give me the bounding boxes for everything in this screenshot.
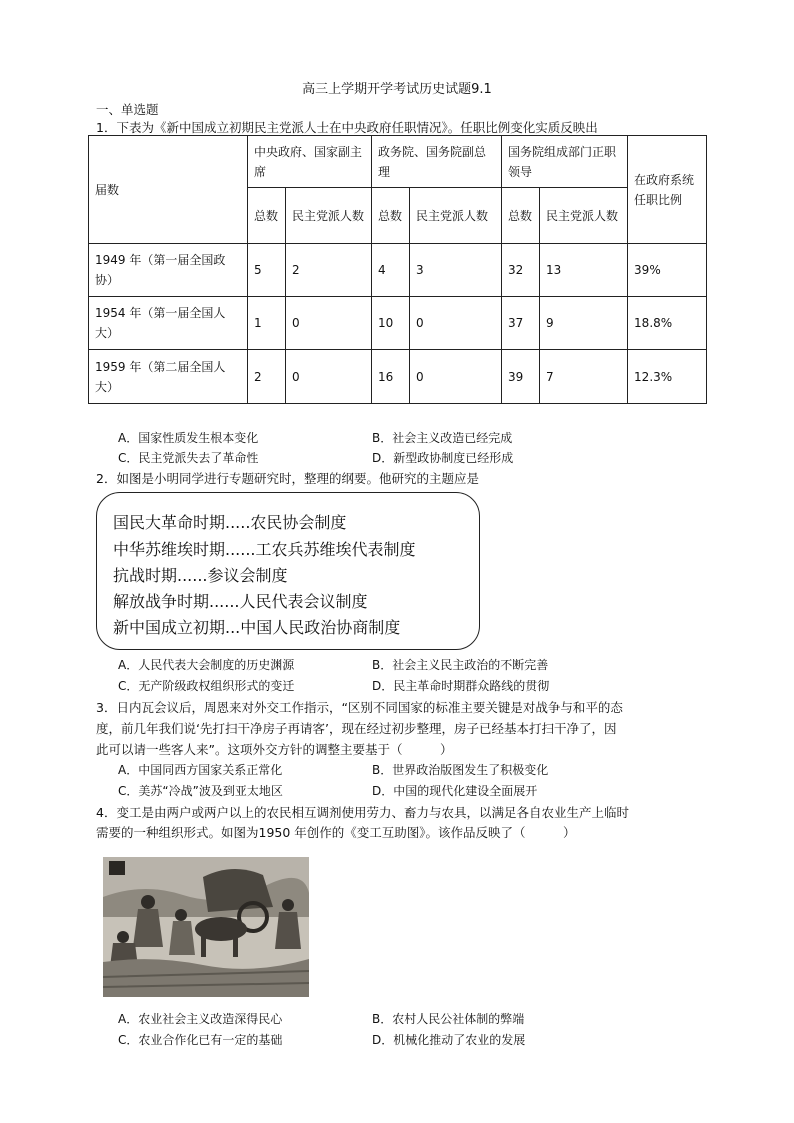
table-row	[89, 244, 707, 297]
table-header-group: 中央政府、国家副主席	[248, 136, 372, 188]
table-cell: 9	[540, 297, 628, 350]
q2-option-c[interactable]: C．无产阶级政权组织形式的变迁	[118, 679, 295, 693]
table-header-group: 国务院组成部门正职领导	[502, 136, 628, 188]
q1-option-b[interactable]: B．社会主义改造已经完成	[372, 431, 513, 445]
table-cell: 10	[372, 297, 410, 350]
table-cell: 1	[248, 297, 286, 350]
table-cell: 5	[248, 244, 286, 297]
table-cell: 7	[540, 350, 628, 404]
table-subheader: 总数	[248, 188, 286, 244]
q3-stem-line: 度，前几年我们说‘先打扫干净房子再请客’，现在经过初步整理，房子已经基本打扫干净了，因	[96, 721, 617, 736]
table-row	[89, 350, 707, 404]
q3-stem-line: 此可以请一些客人来”。这项外交方针的调整主要基于（ ）	[96, 742, 453, 757]
table-subheader: 民主党派人数	[286, 188, 372, 244]
woodcut-illustration	[103, 857, 309, 997]
table-header-group: 政务院、国务院副总理	[372, 136, 502, 188]
page-title: 高三上学期开学考试历史试题9.1	[302, 82, 492, 97]
table-cell: 39%	[628, 244, 707, 297]
table-cell: 0	[410, 350, 502, 404]
outline-line: 国民大革命时期.....农民协会制度	[113, 513, 347, 532]
table-cell: 0	[286, 350, 372, 404]
table-cell: 1949 年（第一届全国政协）	[89, 244, 248, 297]
q2-option-a[interactable]: A．人民代表大会制度的历史渊源	[118, 658, 295, 672]
table-header-ratio: 在政府系统任职比例	[628, 136, 707, 244]
q3-option-a[interactable]: A．中国同西方国家关系正常化	[118, 763, 283, 777]
outline-line: 新中国成立初期...中国人民政治协商制度	[113, 618, 401, 637]
q1-table	[88, 135, 707, 404]
table-subheader: 总数	[372, 188, 410, 244]
q4-stem-line: 需要的一种组织形式。如图为1950 年创作的《变工互助图》。该作品反映了（ ）	[96, 825, 576, 840]
table-cell: 0	[286, 297, 372, 350]
q1-option-a[interactable]: A．国家性质发生根本变化	[118, 431, 259, 445]
table-subheader: 民主党派人数	[540, 188, 628, 244]
table-cell: 4	[372, 244, 410, 297]
q3-option-c[interactable]: C．美苏“冷战”波及到亚太地区	[118, 784, 283, 798]
table-subheader: 民主党派人数	[410, 188, 502, 244]
outline-line: 中华苏维埃时期......工农兵苏维埃代表制度	[113, 540, 416, 559]
table-cell: 13	[540, 244, 628, 297]
section-heading: 一、单选题	[96, 102, 159, 117]
q4-option-b[interactable]: B．农村人民公社体制的弊端	[372, 1012, 525, 1026]
table-cell: 1954 年（第一届全国人大）	[89, 297, 248, 350]
table-cell: 12.3%	[628, 350, 707, 404]
q2-option-d[interactable]: D．民主革命时期群众路线的贯彻	[372, 679, 550, 693]
table-cell: 32	[502, 244, 540, 297]
q3-option-d[interactable]: D．中国的现代化建设全面展开	[372, 784, 538, 798]
q4-stem-line: 4．变工是由两户或两户以上的农民相互调剂使用劳力、畜力与农具，以满足各自农业生产上临时	[96, 805, 629, 820]
outline-line: 解放战争时期......人民代表会议制度	[113, 592, 368, 611]
q2-stem: 2．如图是小明同学进行专题研究时，整理的纲要。他研究的主题应是	[96, 471, 479, 486]
q1-option-d[interactable]: D．新型政协制度已经形成	[372, 451, 514, 465]
table-cell: 2	[286, 244, 372, 297]
q4-option-d[interactable]: D．机械化推动了农业的发展	[372, 1033, 526, 1047]
q3-stem-line: 3．日内瓦会议后，周恩来对外交工作指示，“区别不同国家的标准主要关键是对战争与和平的态	[96, 700, 623, 715]
q2-option-b[interactable]: B．社会主义民主政治的不断完善	[372, 658, 549, 672]
table-cell: 1959 年（第二届全国人大）	[89, 350, 248, 404]
q4-option-a[interactable]: A．农业社会主义改造深得民心	[118, 1012, 283, 1026]
table-cell: 16	[372, 350, 410, 404]
table-subheader: 总数	[502, 188, 540, 244]
table-cell: 0	[410, 297, 502, 350]
q1-option-c[interactable]: C．民主党派失去了革命性	[118, 451, 259, 465]
q1-stem: 1．下表为《新中国成立初期民主党派人士在中央政府任职情况》。任职比例变化实质反映出	[96, 120, 598, 135]
table-row	[89, 297, 707, 350]
outline-line: 抗战时期......参议会制度	[113, 566, 288, 585]
table-cell: 18.8%	[628, 297, 707, 350]
q4-option-c[interactable]: C．农业合作化已有一定的基础	[118, 1033, 283, 1047]
table-cell: 3	[410, 244, 502, 297]
table-cell: 37	[502, 297, 540, 350]
table-cell: 2	[248, 350, 286, 404]
table-cell: 39	[502, 350, 540, 404]
table-header-session: 届数	[89, 136, 248, 244]
q3-option-b[interactable]: B．世界政治版图发生了积极变化	[372, 763, 549, 777]
